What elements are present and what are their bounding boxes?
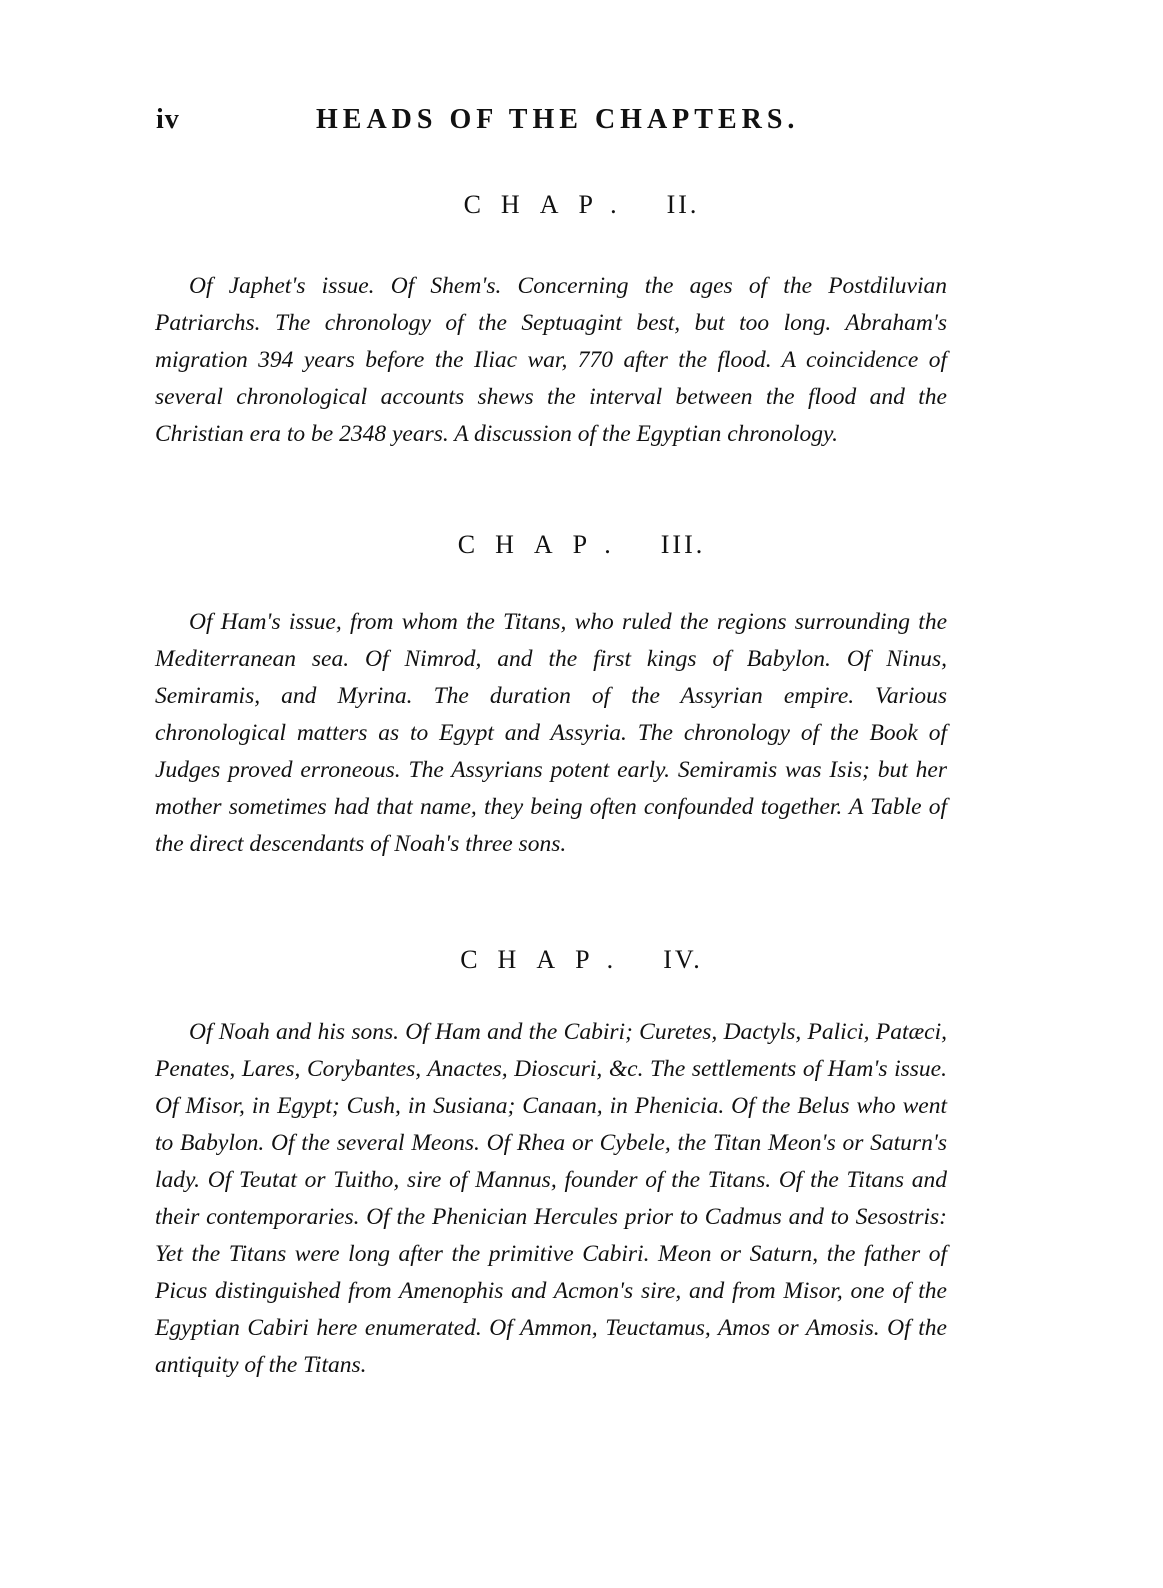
chapter-number: II. — [666, 190, 700, 219]
page-number: iv — [156, 104, 180, 135]
chap-label: CHAP. — [463, 190, 637, 219]
chapter-summary-4: Of Noah and his sons. Of Ham and the Cabiri; Curetes, Dactyls, Palici, Patæci, Penates, Lares, Corybantes, Anactes, Dioscuri, &c. The settlements of Ham's issue. Of Misor, in Egypt; Cush, in Susiana; Canaan, in Phenicia. Of the Belus who went to Babylon. Of the several Meons. Of Rhea or Cybele, the Titan Meon's or Saturn's lady. Of Teutat or Tuitho, sire of Mannus, founder of the Titans. Of the Titans and their contemporaries. Of the Phenician Hercules prior to Cadmus and to Sesostris: Yet the Titans were long after the primitive Cabiri. Meon or Saturn, the father of Picus distinguished from Amenophis and Acmon's sire, and from Misor, one of the Egyptian Cabiri here enumerated. Of Ammon, Teuctamus, Amos or Amosis. Of the antiquity of the Titans. — [155, 1019, 947, 1378]
chapter-summary-2: Of Japhet's issue. Of Shem's. Concerning the ages of the Postdiluvian Patriarchs. The chronology of the Septuagint best, but too long. Abraham's migration 394 years before the Iliac war, 770 after the flood. A coincidence of several chronological accounts shews the interval between the flood and the Christian era to be 2348 years. A discussion of the Egyptian chronology. — [155, 273, 947, 447]
chapter-heading-2 — [0, 190, 1163, 220]
chapter-summary-3: Of Ham's issue, from whom the Titans, who ruled the regions surrounding the Mediterranean sea. Of Nimrod, and the first kings of Babylon. Of Ninus, Semiramis, and Myrina. The duration of the Assyrian empire. Various chronological matters as to Egypt and Assyria. The chronology of the Book of Judges proved erroneous. The Assyrians potent early. Semiramis was Isis; but her mother sometimes had that name, they being often confounded together. A Table of the direct descendants of Noah's three sons. — [155, 609, 947, 857]
running-title: HEADS OF THE CHAPTERS. — [316, 104, 800, 135]
chapter-number: III. — [660, 530, 706, 559]
chap-label: CHAP. — [457, 530, 631, 559]
chapter-heading-3 — [0, 530, 1163, 560]
chapter-number: IV. — [663, 945, 703, 974]
chap-label: CHAP. — [460, 945, 634, 974]
running-head — [156, 104, 846, 144]
chapter-heading-4 — [0, 945, 1163, 975]
